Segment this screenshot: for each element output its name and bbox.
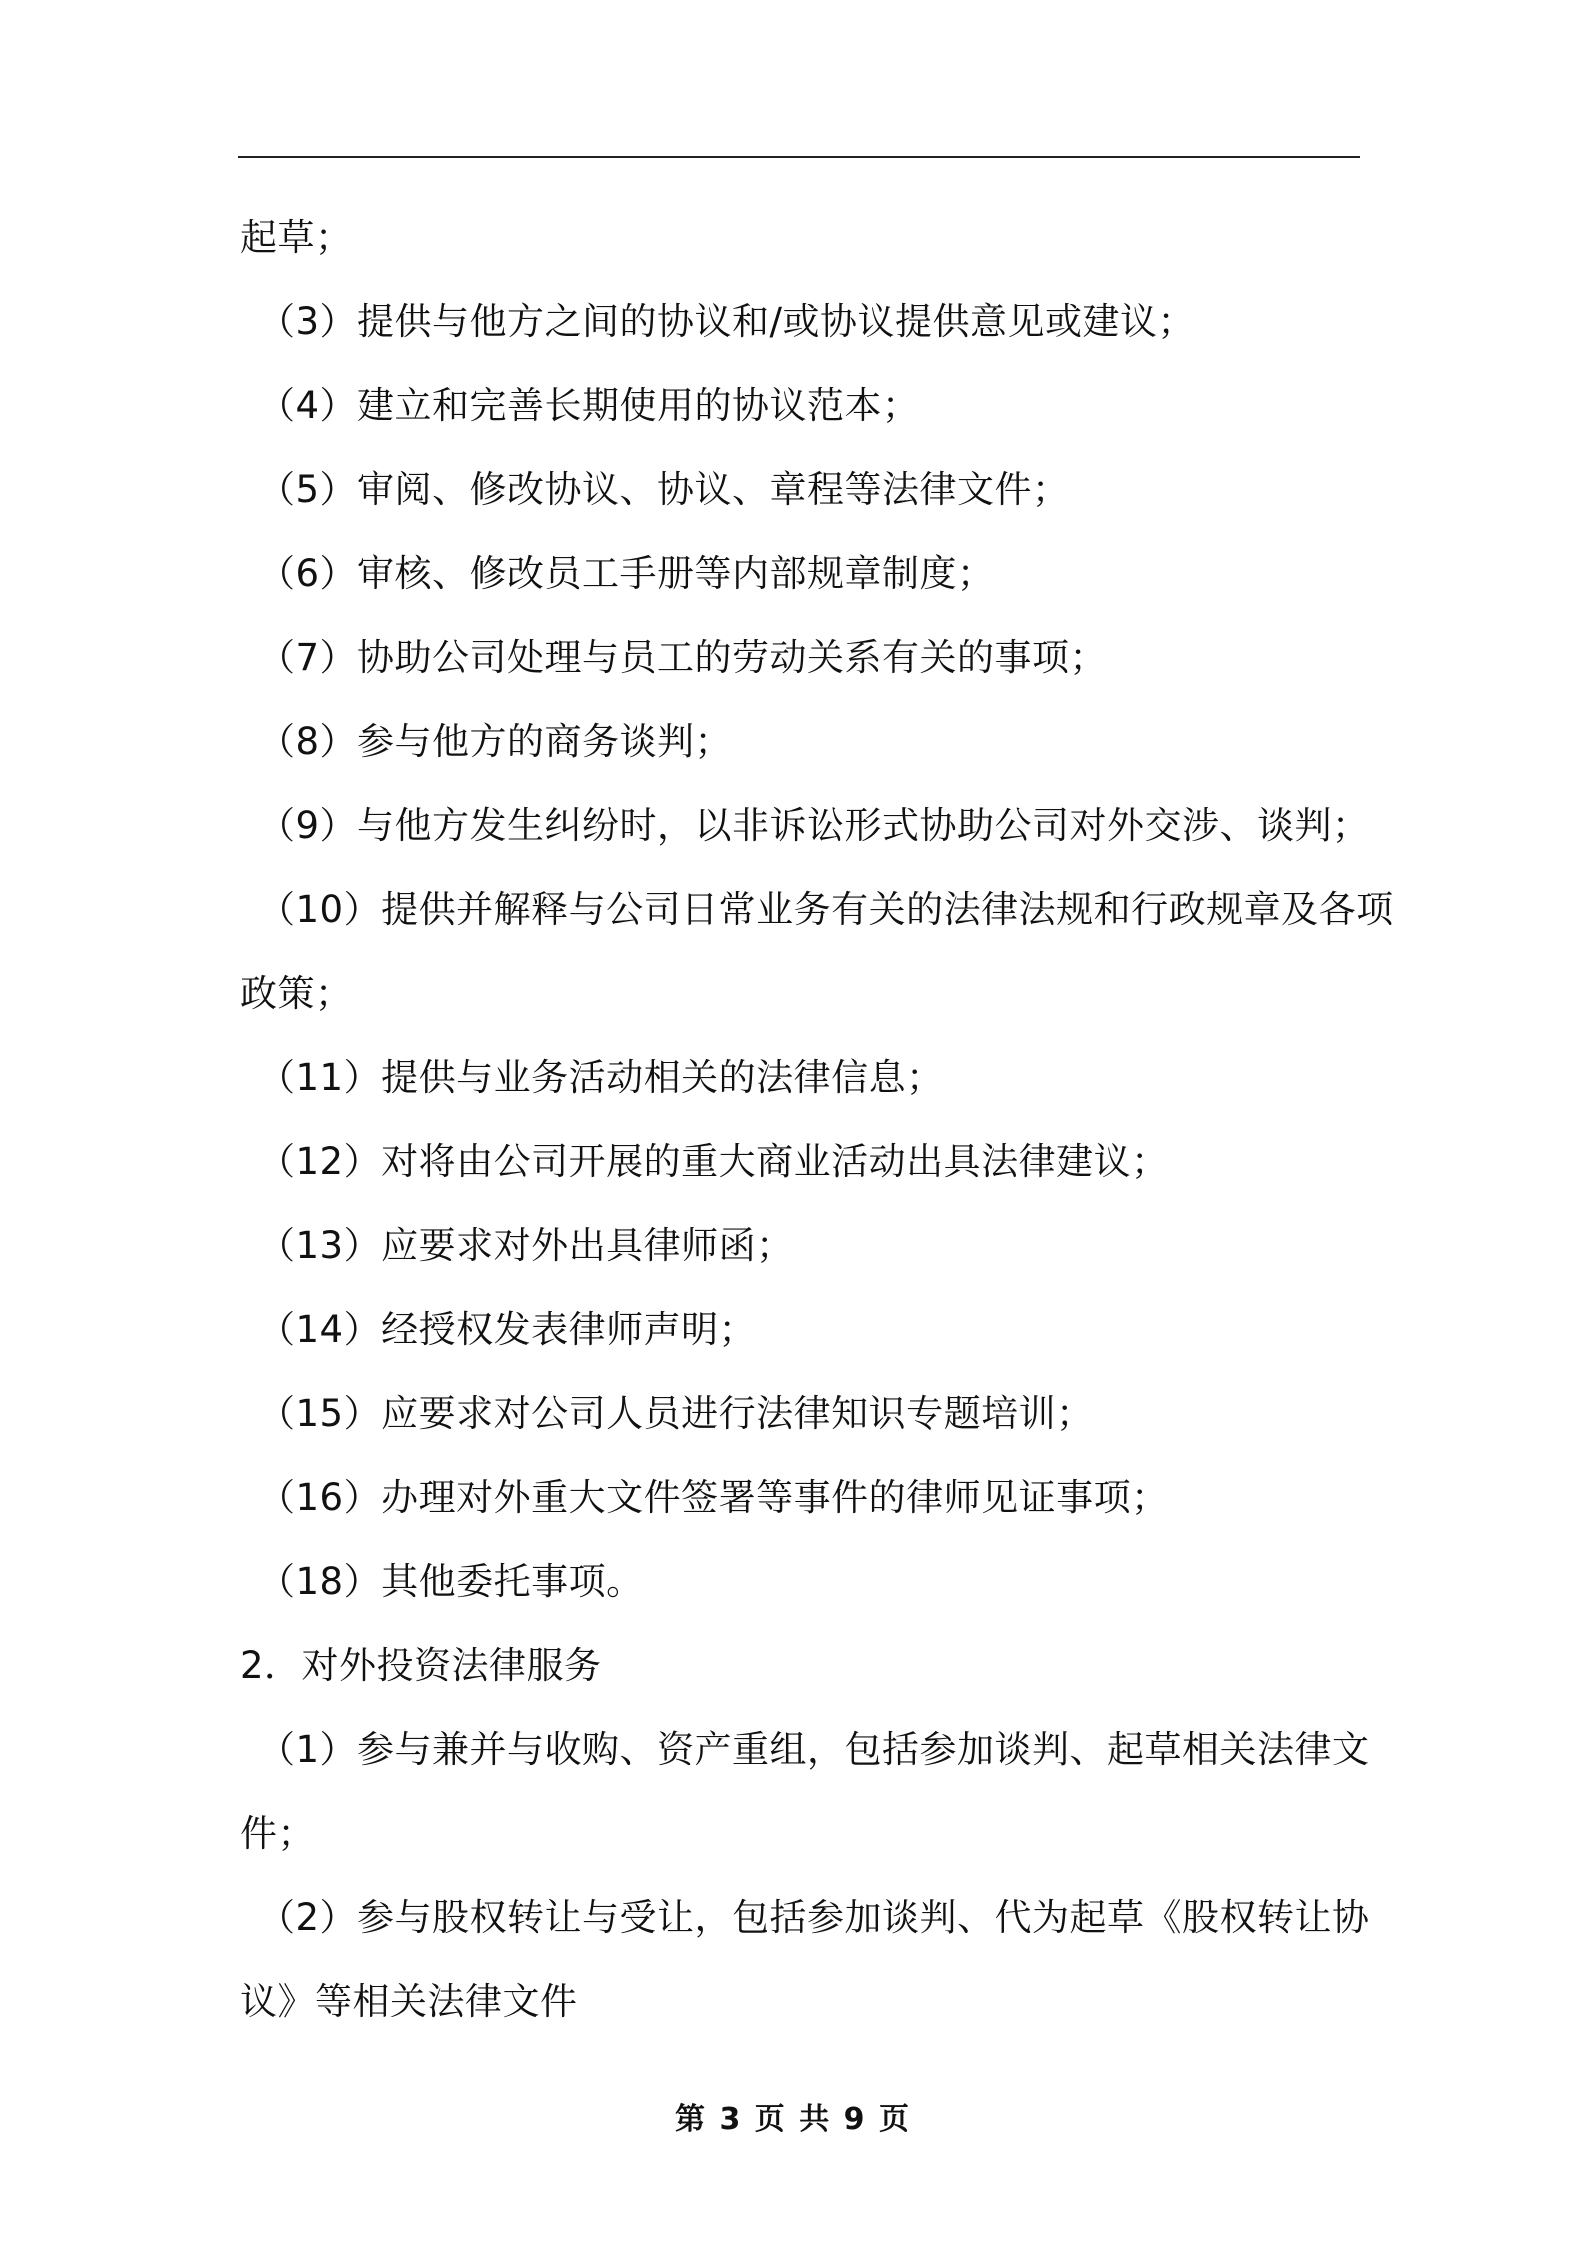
text-line: （2）参与股权转让与受让，包括参加谈判、代为起草《股权转让协: [258, 1896, 1370, 1939]
header-rule: [238, 156, 1360, 158]
text-line: 起草；: [240, 216, 353, 259]
text-line: （4）建立和完善长期使用的协议范本；: [258, 384, 920, 427]
text-line: 政策；: [240, 972, 353, 1015]
text-line: （8）参与他方的商务谈判；: [258, 720, 733, 763]
text-line: （11）提供与业务活动相关的法律信息；: [258, 1056, 944, 1099]
text-line: （7）协助公司处理与员工的劳动关系有关的事项；: [258, 636, 1108, 679]
text-line: （15）应要求对公司人员进行法律知识专题培训；: [258, 1392, 1094, 1435]
text-line: （16）办理对外重大文件签署等事件的律师见证事项；: [258, 1476, 1169, 1519]
page-number-footer: 第 3 页 共 9 页: [675, 2102, 911, 2137]
text-line: 件；: [240, 1812, 315, 1855]
text-line: （10）提供并解释与公司日常业务有关的法律法规和行政规章及各项: [258, 888, 1394, 931]
text-line: （14）经授权发表律师声明；: [258, 1308, 757, 1351]
document-body: [240, 196, 1394, 2044]
text-line: 议》等相关法律文件: [240, 1980, 578, 2023]
text-line: （1）参与兼并与收购、资产重组，包括参加谈判、起草相关法律文: [258, 1728, 1370, 1771]
text-line: （13）应要求对外出具律师函；: [258, 1224, 794, 1267]
text-line: （12）对将由公司开展的重大商业活动出具法律建议；: [258, 1140, 1169, 1183]
section-heading: 2．对外投资法律服务: [240, 1644, 602, 1687]
text-line: （3）提供与他方之间的协议和/或协议提供意见或建议；: [258, 300, 1196, 343]
text-line: （9）与他方发生纠纷时，以非诉讼形式协助公司对外交涉、谈判；: [258, 804, 1370, 847]
text-line: （18）其他委托事项。: [258, 1560, 644, 1603]
text-line: （6）审核、修改员工手册等内部规章制度；: [258, 552, 995, 595]
text-line: （5）审阅、修改协议、协议、章程等法律文件；: [258, 468, 1070, 511]
